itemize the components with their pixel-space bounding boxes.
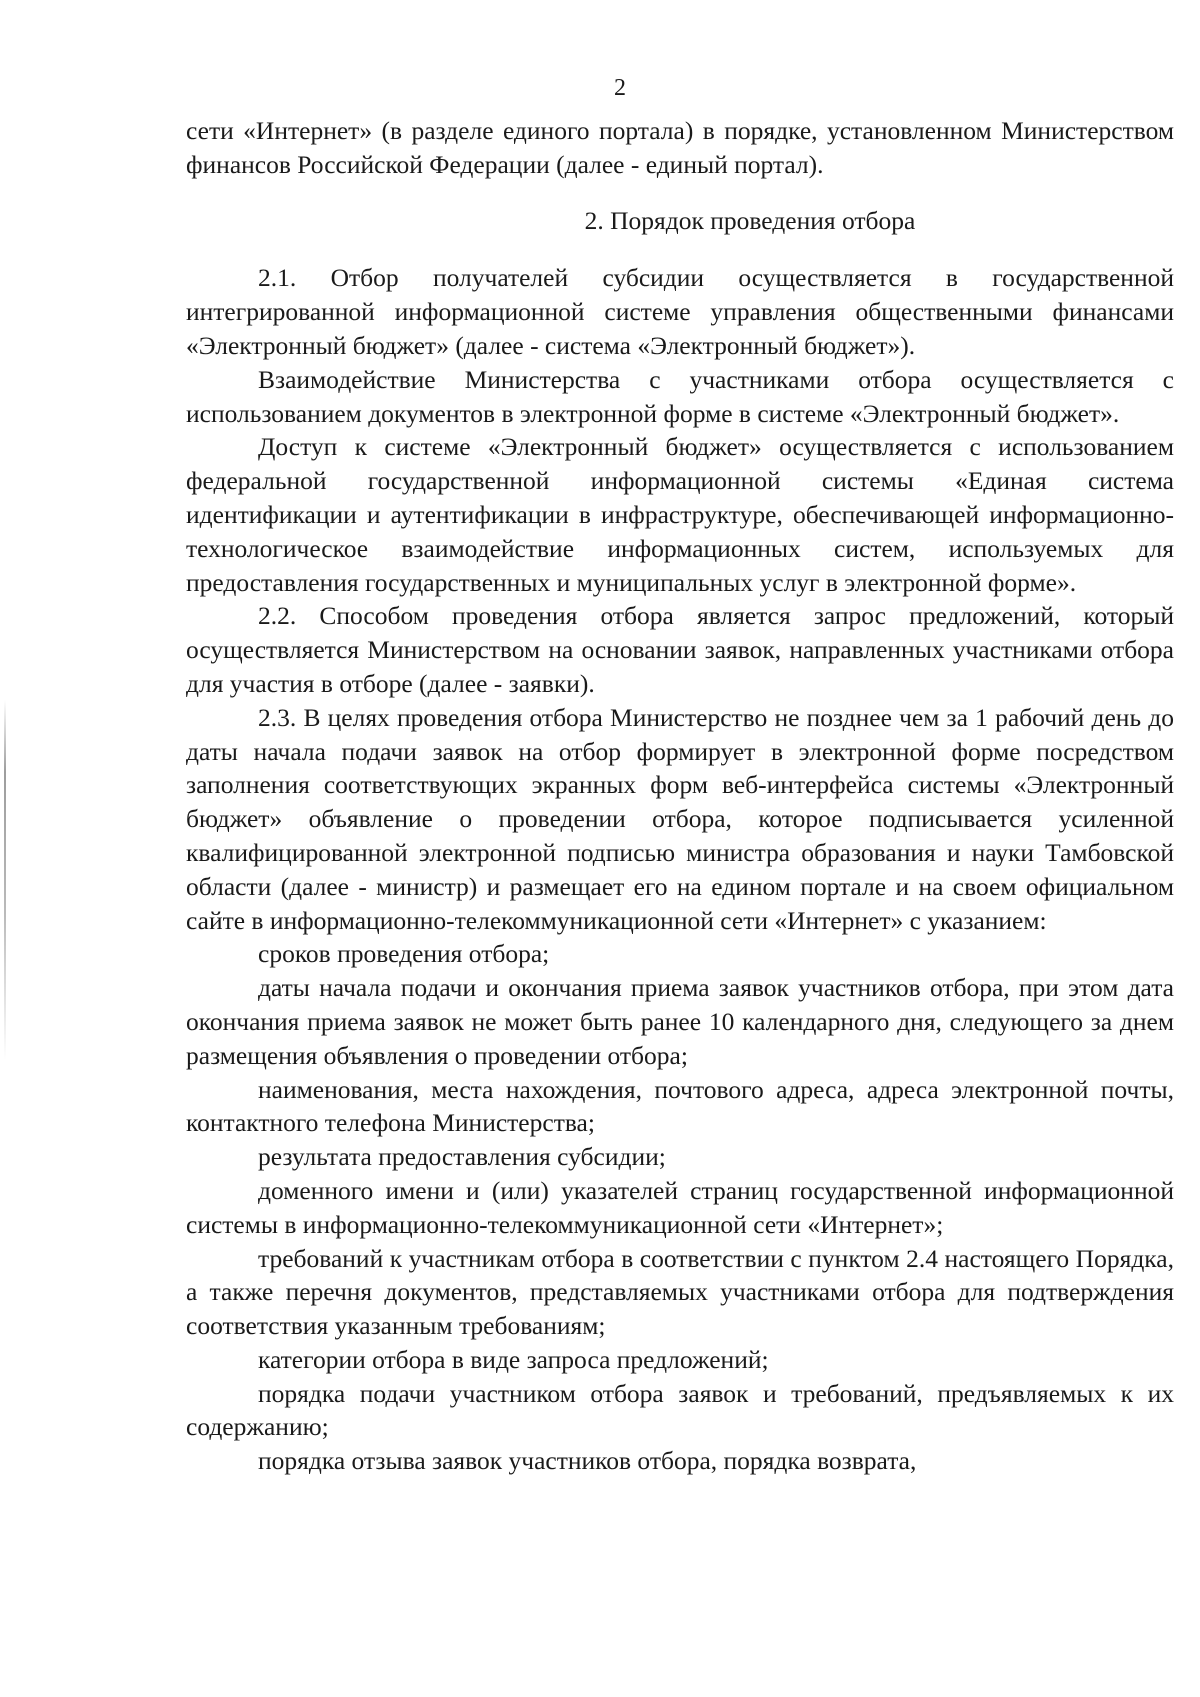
paragraph-access: Доступ к системе «Электронный бюджет» осуществляется с использованием федеральной государственной информационной системы «Единая система идентификации и аутентификации в инфраструктуре, обеспечивающей информационно-технологическое взаимодействие информационных систем, используемых для предоставления государственных и муниципальных услуг в электронной форме».	[186, 432, 1174, 597]
paragraph-interaction: Взаимодействие Министерства с участниками отбора осуществляется с использованием документов в электронной форме в системе «Электронный бюджет».	[186, 364, 1174, 428]
list-item-category: категории отбора в виде запроса предложений;	[258, 1344, 769, 1374]
paragraph-2-3: 2.3. В целях проведения отбора Министерство не позднее чем за 1 рабочий день до даты начала подачи заявок на отбор формирует в электронной форме посредством заполнения соответствующих экранных форм веб-интерфейса системы «Электронный бюджет» объявление о проведении отбора, которое подписывается усиленной квалифицированной электронной подписью министра образования и науки Тамбовской области (далее - министр) и размещает его на едином портале и на своем официальном сайте в информационно-телекоммуникационной сети «Интернет» с указанием:	[186, 702, 1174, 935]
list-item-contacts: наименования, места нахождения, почтового адреса, адреса электронной почты, контактного телефона Министерства;	[186, 1074, 1174, 1138]
list-item-withdrawal: порядка отзыва заявок участников отбора, порядка возврата,	[258, 1446, 917, 1476]
list-item-domain: доменного имени и (или) указателей страниц государственной информационной системы в информационно-телекоммуникационной сети «Интернет»;	[186, 1175, 1174, 1239]
page-number: 2	[614, 75, 626, 101]
list-item-requirements: требований к участникам отбора в соответствии с пунктом 2.4 настоящего Порядка, а также перечня документов, представляемых участниками отбора для подтверждения соответствия указанным требованиям;	[186, 1243, 1174, 1341]
document-body	[186, 114, 1174, 1478]
section-heading: 2. Порядок проведения отбора	[584, 205, 916, 235]
paragraph-2-2: 2.2. Способом проведения отбора является запрос предложений, который осуществляется Министерством на основании заявок, направленных участниками отбора для участия в отборе (далее - заявки).	[186, 601, 1174, 698]
scan-edge-artifact	[4, 700, 6, 1060]
list-item-submission: порядка подачи участником отбора заявок и требований, предъявляемых к их содержанию;	[186, 1378, 1174, 1442]
paragraph-continuation: сети «Интернет» (в разделе единого портала) в порядке, установленном Министерством финансов Российской Федерации (далее - единый портал).	[186, 116, 1174, 179]
list-item-result: результата предоставления субсидии;	[258, 1142, 666, 1172]
list-item-terms: сроков проведения отбора;	[258, 939, 550, 969]
paragraph-2-1: 2.1. Отбор получателей субсидии осуществляется в государственной интегрированной информационной системе управления общественными финансами «Электронный бюджет» (далее - система «Электронный бюджет»).	[186, 263, 1174, 360]
list-item-dates: даты начала подачи и окончания приема заявок участников отбора, при этом дата окончания приема заявок не может быть ранее 10 календарного дня, следующего за днем размещения объявления о проведении отбора;	[186, 973, 1174, 1070]
